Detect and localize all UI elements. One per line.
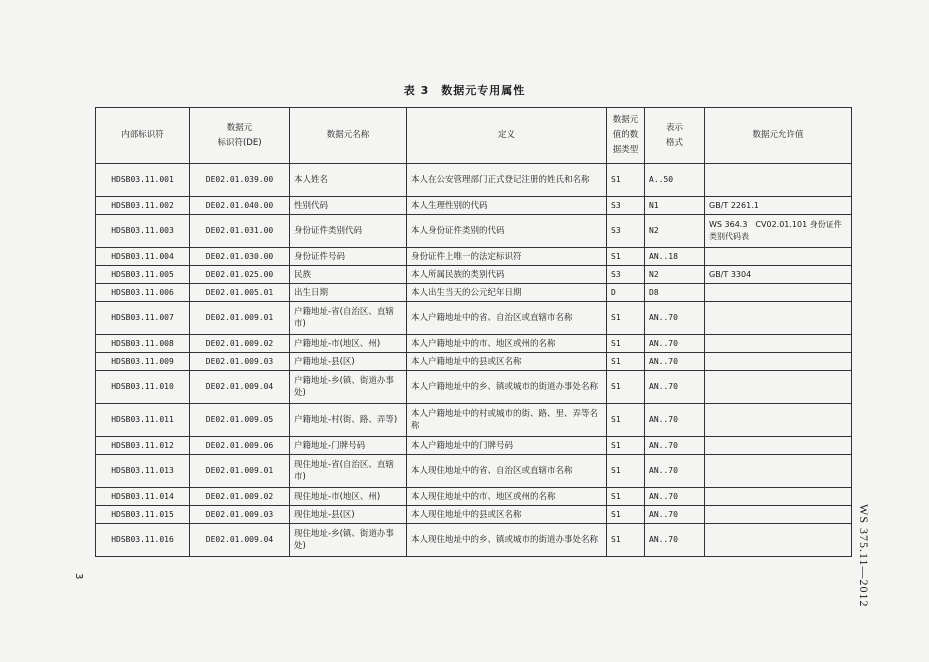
- cell-definition: 本人在公安管理部门正式登记注册的姓氏和名称: [407, 164, 607, 197]
- standard-code: WS 375.11—2012: [857, 504, 871, 608]
- cell-value-type: S1: [607, 248, 645, 266]
- header-format: 表示 格式: [645, 108, 705, 164]
- cell-format: D8: [645, 284, 705, 302]
- cell-format: AN..70: [645, 335, 705, 353]
- cell-value-type: S3: [607, 197, 645, 215]
- table-row: [96, 197, 852, 215]
- cell-definition: 本人户籍地址中的门牌号码: [407, 437, 607, 455]
- cell-name: 身份证件号码: [290, 248, 407, 266]
- cell-de-id: DE02.01.009.02: [190, 488, 290, 506]
- header-de-id: 数据元 标识符(DE): [190, 108, 290, 164]
- cell-definition: 本人户籍地址中的县或区名称: [407, 353, 607, 371]
- cell-de-id: DE02.01.040.00: [190, 197, 290, 215]
- cell-de-id: DE02.01.009.04: [190, 524, 290, 557]
- cell-de-id: DE02.01.030.00: [190, 248, 290, 266]
- cell-name: 现住地址-乡(镇、街道办事处): [290, 524, 407, 557]
- cell-de-id: DE02.01.009.04: [190, 371, 290, 404]
- cell-internal-id: HDSB03.11.012: [96, 437, 190, 455]
- cell-allowed-values: [705, 248, 852, 266]
- cell-name: 现住地址-市(地区、州): [290, 488, 407, 506]
- cell-internal-id: HDSB03.11.006: [96, 284, 190, 302]
- cell-de-id: DE02.01.009.02: [190, 335, 290, 353]
- cell-internal-id: HDSB03.11.009: [96, 353, 190, 371]
- cell-allowed-values: GB/T 3304: [705, 266, 852, 284]
- cell-definition: 本人现住地址中的县或区名称: [407, 506, 607, 524]
- table-row: [96, 302, 852, 335]
- cell-allowed-values: [705, 371, 852, 404]
- cell-definition: 本人身份证件类别的代码: [407, 215, 607, 248]
- cell-value-type: D: [607, 284, 645, 302]
- cell-value-type: S1: [607, 506, 645, 524]
- cell-internal-id: HDSB03.11.003: [96, 215, 190, 248]
- cell-value-type: S1: [607, 455, 645, 488]
- cell-internal-id: HDSB03.11.007: [96, 302, 190, 335]
- table-row: [96, 248, 852, 266]
- cell-value-type: S1: [607, 164, 645, 197]
- cell-name: 现住地址-省(自治区、直辖市): [290, 455, 407, 488]
- cell-format: N2: [645, 266, 705, 284]
- table-row: [96, 164, 852, 197]
- table-row: [96, 371, 852, 404]
- table-row: [96, 524, 852, 557]
- cell-allowed-values: [705, 404, 852, 437]
- cell-format: A..50: [645, 164, 705, 197]
- cell-allowed-values: GB/T 2261.1: [705, 197, 852, 215]
- table-row: [96, 335, 852, 353]
- cell-allowed-values: [705, 524, 852, 557]
- cell-de-id: DE02.01.009.05: [190, 404, 290, 437]
- cell-allowed-values: [705, 284, 852, 302]
- cell-format: AN..70: [645, 353, 705, 371]
- cell-value-type: S3: [607, 215, 645, 248]
- table-row: [96, 284, 852, 302]
- cell-format: AN..70: [645, 404, 705, 437]
- cell-value-type: S1: [607, 353, 645, 371]
- cell-format: AN..70: [645, 371, 705, 404]
- cell-value-type: S1: [607, 488, 645, 506]
- cell-internal-id: HDSB03.11.011: [96, 404, 190, 437]
- cell-definition: 本人所属民族的类别代码: [407, 266, 607, 284]
- table-row: [96, 353, 852, 371]
- cell-allowed-values: [705, 302, 852, 335]
- cell-allowed-values: [705, 335, 852, 353]
- cell-definition: 本人户籍地址中的乡、镇或城市的街道办事处名称: [407, 371, 607, 404]
- cell-name: 身份证件类别代码: [290, 215, 407, 248]
- cell-format: AN..18: [645, 248, 705, 266]
- cell-internal-id: HDSB03.11.004: [96, 248, 190, 266]
- cell-internal-id: HDSB03.11.005: [96, 266, 190, 284]
- cell-value-type: S1: [607, 404, 645, 437]
- cell-internal-id: HDSB03.11.015: [96, 506, 190, 524]
- cell-format: AN..70: [645, 506, 705, 524]
- cell-internal-id: HDSB03.11.010: [96, 371, 190, 404]
- cell-format: AN..70: [645, 437, 705, 455]
- cell-internal-id: HDSB03.11.014: [96, 488, 190, 506]
- cell-definition: 本人生理性别的代码: [407, 197, 607, 215]
- cell-definition: 身份证件上唯一的法定标识符: [407, 248, 607, 266]
- cell-internal-id: HDSB03.11.013: [96, 455, 190, 488]
- cell-definition: 本人现住地址中的省、自治区或直辖市名称: [407, 455, 607, 488]
- table-header-row: [96, 108, 852, 164]
- cell-de-id: DE02.01.025.00: [190, 266, 290, 284]
- header-value-type: 数据元 值的数 据类型: [607, 108, 645, 164]
- cell-allowed-values: [705, 164, 852, 197]
- table-row: [96, 455, 852, 488]
- cell-allowed-values: [705, 455, 852, 488]
- cell-internal-id: HDSB03.11.001: [96, 164, 190, 197]
- cell-name: 户籍地址-县(区): [290, 353, 407, 371]
- cell-de-id: DE02.01.009.01: [190, 455, 290, 488]
- cell-definition: 本人现住地址中的乡、镇或城市的街道办事处名称: [407, 524, 607, 557]
- cell-definition: 本人现住地址中的市、地区或州的名称: [407, 488, 607, 506]
- cell-value-type: S1: [607, 437, 645, 455]
- cell-format: AN..70: [645, 524, 705, 557]
- data-element-table: [95, 107, 852, 557]
- table-row: [96, 506, 852, 524]
- cell-allowed-values: [705, 437, 852, 455]
- cell-de-id: DE02.01.009.03: [190, 506, 290, 524]
- header-definition: 定义: [407, 108, 607, 164]
- cell-internal-id: HDSB03.11.016: [96, 524, 190, 557]
- cell-de-id: DE02.01.009.03: [190, 353, 290, 371]
- cell-definition: 本人户籍地址中的市、地区或州的名称: [407, 335, 607, 353]
- cell-de-id: DE02.01.031.00: [190, 215, 290, 248]
- cell-value-type: S1: [607, 524, 645, 557]
- table-row: [96, 266, 852, 284]
- cell-value-type: S3: [607, 266, 645, 284]
- cell-internal-id: HDSB03.11.008: [96, 335, 190, 353]
- header-name: 数据元名称: [290, 108, 407, 164]
- table-body: [96, 164, 852, 557]
- table-row: [96, 488, 852, 506]
- cell-format: AN..70: [645, 488, 705, 506]
- cell-de-id: DE02.01.009.01: [190, 302, 290, 335]
- table-row: [96, 437, 852, 455]
- table-row: [96, 215, 852, 248]
- cell-format: AN..70: [645, 302, 705, 335]
- cell-name: 民族: [290, 266, 407, 284]
- cell-definition: 本人出生当天的公元纪年日期: [407, 284, 607, 302]
- cell-definition: 本人户籍地址中的村或城市的街、路、里、弄等名称: [407, 404, 607, 437]
- cell-name: 户籍地址-省(自治区、直辖市): [290, 302, 407, 335]
- cell-internal-id: HDSB03.11.002: [96, 197, 190, 215]
- cell-format: AN..70: [645, 455, 705, 488]
- cell-de-id: DE02.01.005.01: [190, 284, 290, 302]
- cell-value-type: S1: [607, 302, 645, 335]
- header-allowed-values: 数据元允许值: [705, 108, 852, 164]
- cell-allowed-values: [705, 353, 852, 371]
- cell-definition: 本人户籍地址中的省、自治区或直辖市名称: [407, 302, 607, 335]
- table-row: [96, 404, 852, 437]
- cell-name: 户籍地址-市(地区、州): [290, 335, 407, 353]
- cell-name: 性别代码: [290, 197, 407, 215]
- cell-name: 户籍地址-村(街、路、弄等): [290, 404, 407, 437]
- cell-allowed-values: WS 364.3 CV02.01.101 身份证件类别代码表: [705, 215, 852, 248]
- cell-value-type: S1: [607, 335, 645, 353]
- cell-allowed-values: [705, 488, 852, 506]
- cell-format: N2: [645, 215, 705, 248]
- cell-allowed-values: [705, 506, 852, 524]
- header-internal-id: 内部标识符: [96, 108, 190, 164]
- cell-name: 户籍地址-门牌号码: [290, 437, 407, 455]
- cell-name: 出生日期: [290, 284, 407, 302]
- table-title: 表 3 数据元专用属性: [403, 84, 526, 97]
- cell-name: 户籍地址-乡(镇、街道办事处): [290, 371, 407, 404]
- cell-de-id: DE02.01.039.00: [190, 164, 290, 197]
- page-number: 3: [73, 573, 84, 580]
- cell-name: 现住地址-县(区): [290, 506, 407, 524]
- cell-name: 本人姓名: [290, 164, 407, 197]
- cell-format: N1: [645, 197, 705, 215]
- cell-de-id: DE02.01.009.06: [190, 437, 290, 455]
- cell-value-type: S1: [607, 371, 645, 404]
